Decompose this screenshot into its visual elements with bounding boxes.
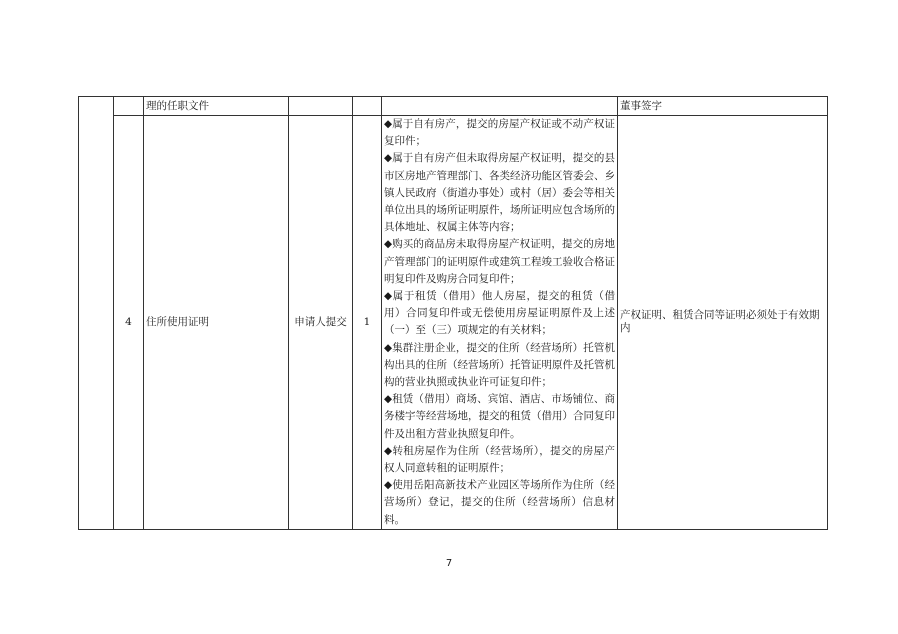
copies-cell (353, 97, 382, 116)
requirements-list (384, 116, 615, 529)
materials-table (78, 96, 828, 530)
requirement-item: ◆购买的商品房未取得房屋产权证明，提交的房地产管理部门的证明原件或建筑工程竣工验收合格证明复印件及购房合同复印件； (384, 238, 615, 285)
index-cell (114, 97, 144, 116)
table-row (79, 116, 828, 530)
page-number: 7 (445, 558, 453, 569)
requirement-item: ◆属于自有房产，提交的房屋产权证或不动产权证复印件； (384, 118, 615, 148)
requirement-item: ◆集群注册企业，提交的住所（经营场所）托管机构出具的住所（经营场所）托管证明原件及托管机构的营业执照或执业许可证复印件； (384, 341, 615, 389)
table-row (79, 97, 828, 116)
requirement-item: ◆使用岳阳高新技术产业园区等场所作为住所（经营场所）登记，提交的住所（经营场所）信息材料。 (384, 479, 615, 526)
index-cell: 4 (114, 116, 144, 530)
provider-cell: 申请人提交 (289, 116, 353, 530)
requirement-item: ◆转租房屋作为住所（经营场所），提交的房屋产权人同意转租的证明原件； (384, 444, 615, 475)
category-cell (79, 97, 114, 530)
material-name-cell: 理的任职文件 (144, 97, 289, 116)
remark-cell: 董事签字 (618, 97, 828, 116)
copies-cell: 1 (353, 116, 382, 530)
provider-cell (289, 97, 353, 116)
requirements-cell (382, 97, 618, 116)
requirements-cell (382, 116, 618, 530)
requirement-item: ◆属于自有房产但未取得房屋产权证明，提交的县市区房地产管理部门、各类经济功能区管委会、乡镇人民政府（街道办事处）或村（居）委会等相关单位出具的场所证明原件，场所证明应包含场所的具体地址、权属主体等内容； (384, 152, 615, 234)
remark-cell: 产权证明、租赁合同等证明必须处于有效期内 (618, 116, 828, 530)
material-name-cell: 住所使用证明 (144, 116, 289, 530)
requirement-item: ◆属于租赁（借用）他人房屋，提交的租赁（借用）合同复印件或无偿使用房屋证明原件及上述（一）至（三）项规定的有关材料； (384, 290, 615, 337)
requirement-item: ◆租赁（借用）商场、宾馆、酒店、市场铺位、商务楼宇等经营场地，提交的租赁（借用）合同复印件及出租方营业执照复印件。 (384, 393, 615, 440)
